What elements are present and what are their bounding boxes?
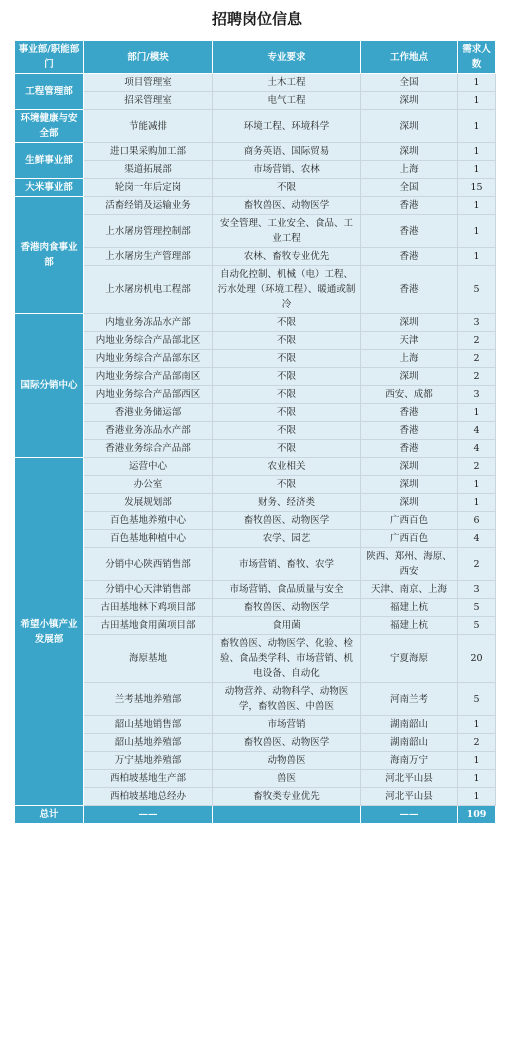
major-cell: 农学、园艺 <box>213 530 361 548</box>
major-cell: 不限 <box>213 422 361 440</box>
location-cell: 河南兰考 <box>361 683 458 716</box>
table-row <box>15 683 496 716</box>
table-row <box>15 770 496 788</box>
department-cell: 招采管理室 <box>84 92 213 110</box>
major-cell: 安全管理、工业安全、食品、工业工程 <box>213 215 361 248</box>
major-cell: 电气工程 <box>213 92 361 110</box>
department-cell: 分销中心天津销售部 <box>84 581 213 599</box>
department-cell: 西柏坡基地总经办 <box>84 788 213 806</box>
table-row <box>15 512 496 530</box>
major-cell: 动物营养、动物科学、动物医学，畜牧兽医、中兽医 <box>213 683 361 716</box>
location-cell: 深圳 <box>361 92 458 110</box>
major-cell: 不限 <box>213 332 361 350</box>
table-row <box>15 266 496 314</box>
table-row <box>15 617 496 635</box>
department-cell: 香港业务综合产品部 <box>84 440 213 458</box>
table-row <box>15 716 496 734</box>
table-row <box>15 215 496 248</box>
table-row <box>15 788 496 806</box>
table-row <box>15 581 496 599</box>
table-row <box>15 314 496 332</box>
table-row <box>15 404 496 422</box>
department-cell: 渠道拓展部 <box>84 161 213 179</box>
location-cell: 香港 <box>361 215 458 248</box>
department-cell: 办公室 <box>84 476 213 494</box>
count-cell: 4 <box>458 422 496 440</box>
location-cell: 福建上杭 <box>361 599 458 617</box>
department-cell: 运营中心 <box>84 458 213 476</box>
major-cell: 食用菌 <box>213 617 361 635</box>
count-cell: 1 <box>458 404 496 422</box>
major-cell: 不限 <box>213 179 361 197</box>
location-cell: 深圳 <box>361 110 458 143</box>
department-cell: 上水屠房生产管理部 <box>84 248 213 266</box>
count-cell: 1 <box>458 494 496 512</box>
count-cell: 2 <box>458 548 496 581</box>
major-cell: 不限 <box>213 404 361 422</box>
count-cell: 2 <box>458 332 496 350</box>
count-cell: 1 <box>458 716 496 734</box>
page-title: 招聘岗位信息 <box>211 10 302 28</box>
location-cell: 香港 <box>361 404 458 422</box>
department-cell: 分销中心陕西销售部 <box>84 548 213 581</box>
department-cell: 内地业务冻品水产部 <box>84 314 213 332</box>
table-row <box>15 494 496 512</box>
department-cell: 内地业务综合产品部北区 <box>84 332 213 350</box>
table-row <box>15 422 496 440</box>
department-cell: 韶山基地养殖部 <box>84 734 213 752</box>
major-cell: 农业相关 <box>213 458 361 476</box>
major-cell: 自动化控制、机械（电）工程、污水处理（环境工程）、暖通或制冷 <box>213 266 361 314</box>
major-cell: 畜牧兽医、动物医学 <box>213 512 361 530</box>
division-cell: 希望小镇产业发展部 <box>15 458 84 806</box>
count-cell: 1 <box>458 770 496 788</box>
count-cell: 1 <box>458 74 496 92</box>
major-cell: 市场营销、农林 <box>213 161 361 179</box>
location-cell: 陕西、郑州、海原、西安 <box>361 548 458 581</box>
major-cell: 市场营销 <box>213 716 361 734</box>
total-label: 总计 <box>15 806 84 824</box>
table-row <box>15 548 496 581</box>
major-cell: 畜牧兽医、动物医学、化验、检验、食品类学科、市场营销、机电设备、自动化 <box>213 635 361 683</box>
department-cell: 节能减排 <box>84 110 213 143</box>
header-division: 事业部/职能部门 <box>15 41 84 74</box>
table-row <box>15 179 496 197</box>
count-cell: 2 <box>458 734 496 752</box>
department-cell: 内地业务综合产品部西区 <box>84 386 213 404</box>
table-row <box>15 350 496 368</box>
major-cell: 动物兽医 <box>213 752 361 770</box>
major-cell: 不限 <box>213 386 361 404</box>
location-cell: 湖南韶山 <box>361 734 458 752</box>
department-cell: 古田基地食用菌项目部 <box>84 617 213 635</box>
location-cell: 深圳 <box>361 494 458 512</box>
total-major <box>213 806 361 824</box>
table-row <box>15 530 496 548</box>
major-cell: 不限 <box>213 476 361 494</box>
count-cell: 20 <box>458 635 496 683</box>
location-cell: 上海 <box>361 161 458 179</box>
count-cell: 5 <box>458 599 496 617</box>
location-cell: 河北平山县 <box>361 770 458 788</box>
table-header-row <box>15 41 496 74</box>
table-row <box>15 368 496 386</box>
header-location: 工作地点 <box>361 41 458 74</box>
count-cell: 5 <box>458 266 496 314</box>
table-row <box>15 143 496 161</box>
count-cell: 3 <box>458 386 496 404</box>
count-cell: 5 <box>458 683 496 716</box>
count-cell: 2 <box>458 368 496 386</box>
table-row <box>15 386 496 404</box>
count-cell: 1 <box>458 476 496 494</box>
department-cell: 项目管理室 <box>84 74 213 92</box>
department-cell: 发展规划部 <box>84 494 213 512</box>
major-cell: 市场营销、畜牧、农学 <box>213 548 361 581</box>
location-cell: 香港 <box>361 266 458 314</box>
major-cell: 市场营销、食品质量与安全 <box>213 581 361 599</box>
header-count: 需求人数 <box>458 41 496 74</box>
location-cell: 深圳 <box>361 368 458 386</box>
table-row <box>15 92 496 110</box>
location-cell: 宁夏海原 <box>361 635 458 683</box>
department-cell: 韶山基地销售部 <box>84 716 213 734</box>
major-cell: 农林、畜牧专业优先 <box>213 248 361 266</box>
total-location: —— <box>361 806 458 824</box>
major-cell: 兽医 <box>213 770 361 788</box>
major-cell: 畜牧类专业优先 <box>213 788 361 806</box>
table-row <box>15 476 496 494</box>
table-row <box>15 458 496 476</box>
location-cell: 全国 <box>361 179 458 197</box>
department-cell: 古田基地林下鸡项目部 <box>84 599 213 617</box>
count-cell: 3 <box>458 581 496 599</box>
table-body <box>15 74 496 824</box>
table-row <box>15 752 496 770</box>
table-row <box>15 734 496 752</box>
location-cell: 深圳 <box>361 458 458 476</box>
department-cell: 内地业务综合产品部南区 <box>84 368 213 386</box>
count-cell: 3 <box>458 314 496 332</box>
division-cell: 国际分销中心 <box>15 314 84 458</box>
count-cell: 1 <box>458 143 496 161</box>
department-cell: 百色基地养殖中心 <box>84 512 213 530</box>
location-cell: 深圳 <box>361 314 458 332</box>
department-cell: 轮岗一年后定岗 <box>84 179 213 197</box>
location-cell: 福建上杭 <box>361 617 458 635</box>
department-cell: 上水屠房机电工程部 <box>84 266 213 314</box>
division-cell: 工程管理部 <box>15 74 84 110</box>
count-cell: 1 <box>458 248 496 266</box>
major-cell: 土木工程 <box>213 74 361 92</box>
header-major: 专业要求 <box>213 41 361 74</box>
major-cell: 不限 <box>213 350 361 368</box>
location-cell: 天津 <box>361 332 458 350</box>
location-cell: 海南万宁 <box>361 752 458 770</box>
division-cell: 香港肉食事业部 <box>15 197 84 314</box>
location-cell: 深圳 <box>361 476 458 494</box>
count-cell: 1 <box>458 752 496 770</box>
department-cell: 西柏坡基地生产部 <box>84 770 213 788</box>
location-cell: 河北平山县 <box>361 788 458 806</box>
department-cell: 百色基地种植中心 <box>84 530 213 548</box>
department-cell: 内地业务综合产品部东区 <box>84 350 213 368</box>
total-dept: —— <box>84 806 213 824</box>
count-cell: 1 <box>458 110 496 143</box>
table-row <box>15 599 496 617</box>
count-cell: 15 <box>458 179 496 197</box>
total-count: 109 <box>458 806 496 824</box>
recruitment-table <box>14 40 496 824</box>
division-cell: 环境健康与安全部 <box>15 110 84 143</box>
location-cell: 广西百色 <box>361 512 458 530</box>
location-cell: 香港 <box>361 422 458 440</box>
major-cell: 畜牧兽医、动物医学 <box>213 599 361 617</box>
department-cell: 上水屠房管理控制部 <box>84 215 213 248</box>
location-cell: 香港 <box>361 248 458 266</box>
count-cell: 2 <box>458 350 496 368</box>
count-cell: 1 <box>458 92 496 110</box>
location-cell: 香港 <box>361 440 458 458</box>
count-cell: 2 <box>458 458 496 476</box>
major-cell: 不限 <box>213 440 361 458</box>
count-cell: 1 <box>458 197 496 215</box>
department-cell: 进口果采购加工部 <box>84 143 213 161</box>
location-cell: 广西百色 <box>361 530 458 548</box>
table-row <box>15 161 496 179</box>
table-row <box>15 110 496 143</box>
major-cell: 财务、经济类 <box>213 494 361 512</box>
department-cell: 海原基地 <box>84 635 213 683</box>
table-row <box>15 197 496 215</box>
department-cell: 兰考基地养殖部 <box>84 683 213 716</box>
major-cell: 畜牧兽医、动物医学 <box>213 197 361 215</box>
major-cell: 环境工程、环境科学 <box>213 110 361 143</box>
major-cell: 不限 <box>213 368 361 386</box>
major-cell: 不限 <box>213 314 361 332</box>
division-cell: 生鲜事业部 <box>15 143 84 179</box>
location-cell: 深圳 <box>361 143 458 161</box>
location-cell: 全国 <box>361 74 458 92</box>
count-cell: 5 <box>458 617 496 635</box>
department-cell: 香港业务冻品水产部 <box>84 422 213 440</box>
department-cell: 活畜经销及运输业务 <box>84 197 213 215</box>
count-cell: 6 <box>458 512 496 530</box>
table-row <box>15 248 496 266</box>
location-cell: 西安、成都 <box>361 386 458 404</box>
location-cell: 天津、南京、上海 <box>361 581 458 599</box>
department-cell: 万宁基地养殖部 <box>84 752 213 770</box>
count-cell: 1 <box>458 788 496 806</box>
division-cell: 大米事业部 <box>15 179 84 197</box>
major-cell: 畜牧兽医、动物医学 <box>213 734 361 752</box>
count-cell: 4 <box>458 530 496 548</box>
table-row <box>15 635 496 683</box>
header-department: 部门/模块 <box>84 41 213 74</box>
count-cell: 1 <box>458 161 496 179</box>
table-row <box>15 440 496 458</box>
table-row <box>15 74 496 92</box>
department-cell: 香港业务储运部 <box>84 404 213 422</box>
count-cell: 4 <box>458 440 496 458</box>
table-row <box>15 332 496 350</box>
location-cell: 香港 <box>361 197 458 215</box>
total-row <box>15 806 496 824</box>
location-cell: 湖南韶山 <box>361 716 458 734</box>
major-cell: 商务英语、国际贸易 <box>213 143 361 161</box>
location-cell: 上海 <box>361 350 458 368</box>
count-cell: 1 <box>458 215 496 248</box>
